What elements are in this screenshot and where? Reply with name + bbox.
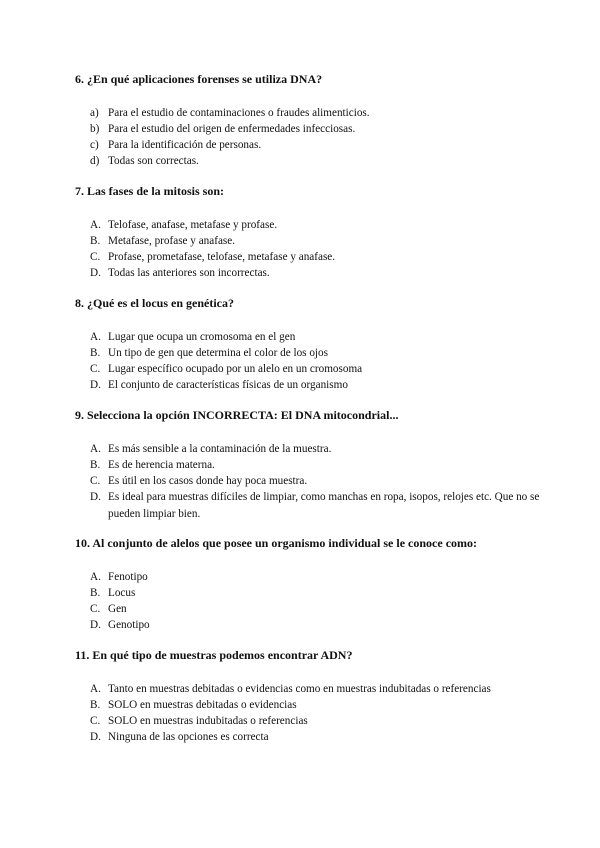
option-d	[75, 489, 548, 523]
option-marker: A.	[90, 219, 101, 231]
option-marker: a)	[90, 107, 99, 119]
option-marker: B.	[90, 587, 101, 599]
option-d	[75, 265, 545, 281]
option-marker: b)	[90, 123, 100, 135]
option-c	[75, 361, 545, 377]
option-b	[75, 345, 545, 361]
question-title: 6. ¿En qué aplicaciones forenses se utiliza DNA?	[75, 72, 323, 86]
option-a	[75, 329, 545, 345]
option-text: Fenotipo	[108, 571, 148, 583]
option-text: Lugar que ocupa un cromosoma en el gen	[108, 331, 296, 343]
option-text: Para el estudio de contaminaciones o fraudes alimenticios.	[108, 107, 370, 119]
option-marker: D.	[90, 491, 101, 503]
option-text: Profase, prometafase, telofase, metafase y anafase.	[108, 251, 336, 263]
option-c	[75, 249, 545, 265]
option-marker: d)	[90, 155, 100, 167]
option-b	[75, 697, 545, 713]
option-d	[75, 617, 545, 633]
option-text: Gen	[108, 603, 127, 615]
question-title: 10. Al conjunto de alelos que posee un organismo individual se le conoce como:	[75, 536, 478, 550]
option-marker: C.	[90, 251, 101, 263]
option-marker: A.	[90, 331, 101, 343]
option-a	[75, 441, 545, 457]
question-10	[75, 535, 545, 633]
option-list	[75, 681, 545, 745]
option-text: Todas las anteriores son incorrectas.	[108, 267, 270, 279]
option-b	[75, 457, 545, 473]
option-marker: A.	[90, 571, 101, 583]
option-marker: C.	[90, 475, 101, 487]
option-text: Es de herencia materna.	[108, 459, 215, 471]
option-c	[75, 601, 545, 617]
question-6	[75, 71, 545, 169]
option-text: Tanto en muestras debitadas o evidencias como en muestras indubitadas o referencias	[108, 683, 491, 695]
option-text: SOLO en muestras indubitadas o referencias	[108, 715, 308, 727]
question-11	[75, 647, 545, 745]
option-d	[75, 153, 545, 169]
option-marker: D.	[90, 619, 101, 631]
option-text: Es más sensible a la contaminación de la muestra.	[108, 443, 332, 455]
option-marker: C.	[90, 715, 101, 727]
option-list	[75, 569, 545, 633]
question-title: 11. En qué tipo de muestras podemos encontrar ADN?	[75, 648, 353, 662]
option-marker: C.	[90, 603, 101, 615]
option-list	[75, 217, 545, 281]
option-marker: D.	[90, 267, 101, 279]
option-c	[75, 473, 545, 489]
question-9	[75, 407, 545, 523]
option-marker: D.	[90, 379, 101, 391]
option-text: Es útil en los casos donde hay poca muestra.	[108, 475, 308, 487]
option-d	[75, 377, 545, 393]
question-title: 9. Selecciona la opción INCORRECTA: El DNA mitocondrial...	[75, 408, 399, 422]
option-d	[75, 729, 545, 745]
option-marker: B.	[90, 347, 101, 359]
option-marker: c)	[90, 139, 99, 151]
option-a	[75, 217, 545, 233]
option-text: SOLO en muestras debitadas o evidencias	[108, 699, 297, 711]
option-marker: B.	[90, 459, 101, 471]
question-title: 8. ¿Qué es el locus en genética?	[75, 296, 234, 310]
option-a	[75, 681, 545, 697]
option-marker: D.	[90, 731, 101, 743]
question-8	[75, 295, 545, 393]
option-text: Es ideal para muestras difíciles de limpiar, como manchas en ropa, isopos, relojes etc. Que no se pueden limpiar bien.	[108, 491, 540, 520]
option-marker: A.	[90, 443, 101, 455]
option-text: Todas son correctas.	[108, 155, 199, 167]
option-text: Locus	[108, 587, 136, 599]
option-b	[75, 585, 545, 601]
question-title: 7. Las fases de la mitosis son:	[75, 184, 225, 198]
option-text: Metafase, profase y anafase.	[108, 235, 236, 247]
option-marker: C.	[90, 363, 101, 375]
option-a	[75, 569, 545, 585]
option-text: Telofase, anafase, metafase y profase.	[108, 219, 278, 231]
option-marker: B.	[90, 235, 101, 247]
option-marker: B.	[90, 699, 101, 711]
option-text: Ninguna de las opciones es correcta	[108, 731, 269, 743]
option-c	[75, 713, 545, 729]
option-list	[75, 329, 545, 393]
option-text: Para la identificación de personas.	[108, 139, 262, 151]
option-b	[75, 233, 545, 249]
option-list	[75, 105, 545, 169]
option-text: Lugar específico ocupado por un alelo en un cromosoma	[108, 363, 363, 375]
option-text: Para el estudio del origen de enfermedades infecciosas.	[108, 123, 356, 135]
question-7	[75, 183, 545, 281]
option-b	[75, 121, 545, 137]
option-marker: A.	[90, 683, 101, 695]
option-list	[75, 441, 545, 523]
option-text: Un tipo de gen que determina el color de los ojos	[108, 347, 328, 359]
option-text: El conjunto de características físicas de un organismo	[108, 379, 348, 391]
option-text: Genotipo	[108, 619, 150, 631]
option-c	[75, 137, 545, 153]
option-a	[75, 105, 545, 121]
